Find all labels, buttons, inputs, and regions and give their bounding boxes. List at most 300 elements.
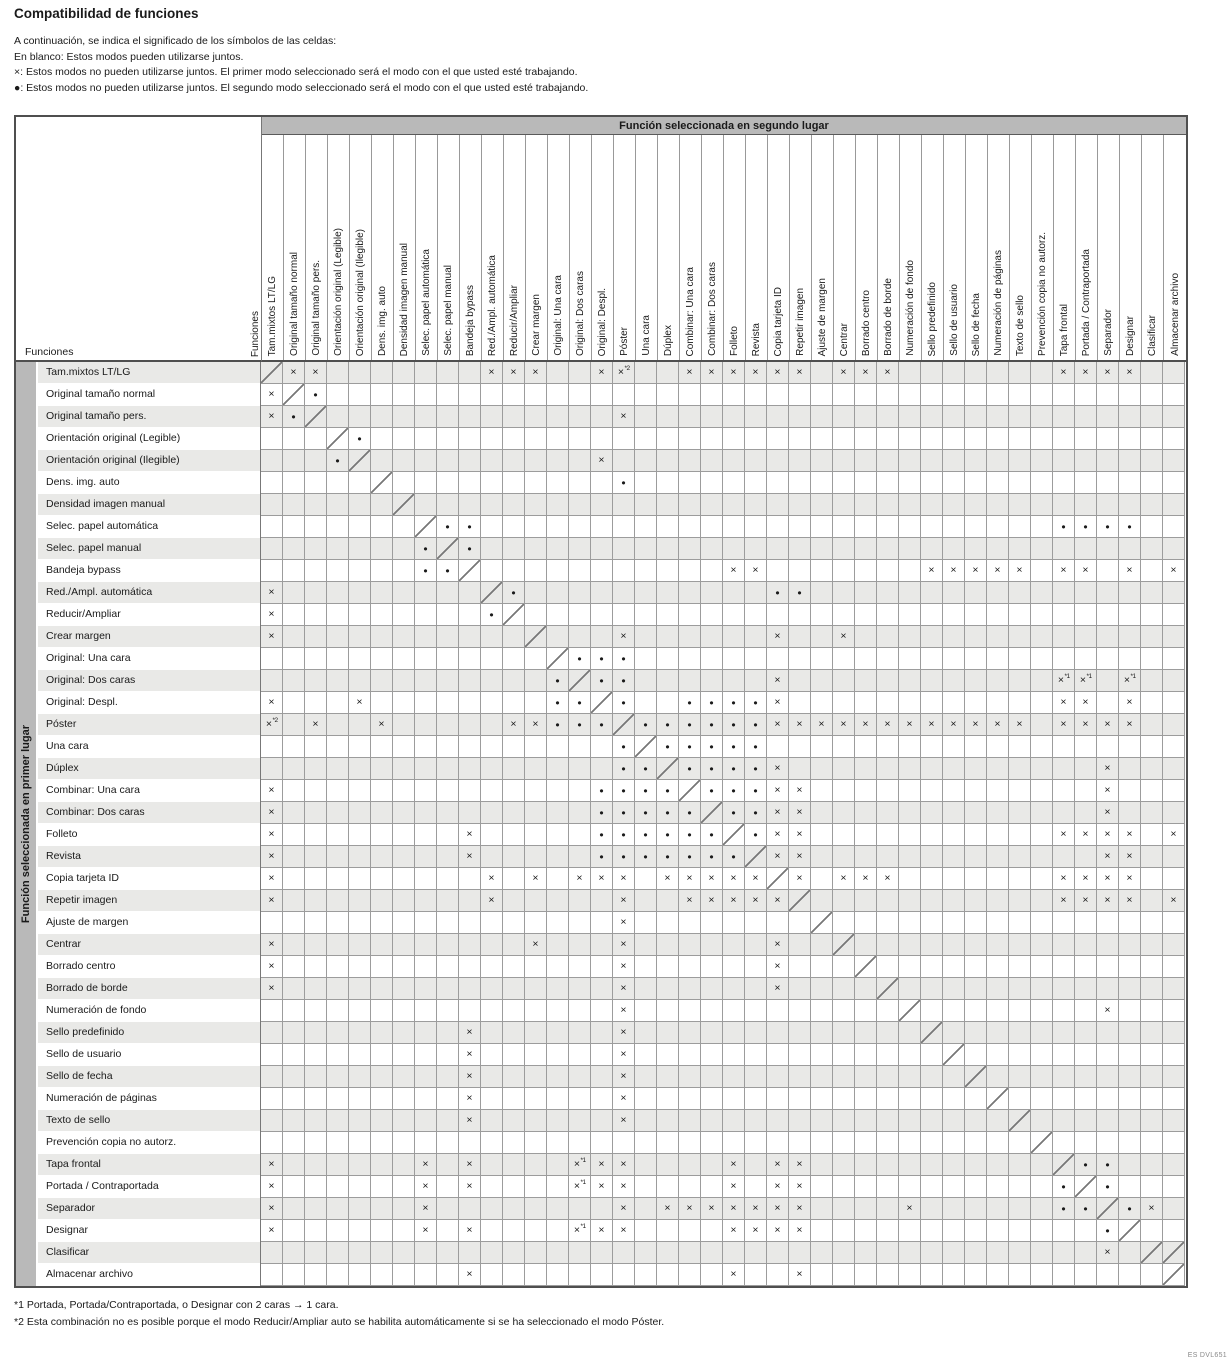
matrix-cell (459, 626, 481, 648)
matrix-cell (965, 846, 987, 868)
matrix-cell (327, 1198, 349, 1220)
matrix-cell (1031, 1220, 1053, 1242)
matrix-cell (305, 428, 327, 450)
matrix-cell (1031, 714, 1053, 736)
matrix-cell (679, 1242, 701, 1264)
matrix-cell (701, 626, 723, 648)
matrix-cell (613, 428, 635, 450)
matrix-cell (525, 1154, 547, 1176)
matrix-cell (437, 1242, 459, 1264)
matrix-cell (1075, 802, 1097, 824)
matrix-cell (899, 450, 921, 472)
matrix-cell (701, 978, 723, 1000)
matrix-cell (679, 670, 701, 692)
matrix-cell (459, 560, 481, 582)
matrix-cell (1141, 1132, 1163, 1154)
matrix-cell (503, 560, 525, 582)
matrix-cell (261, 1000, 283, 1022)
matrix-cell (745, 1242, 767, 1264)
matrix-cell (591, 384, 613, 406)
matrix-cell (327, 1066, 349, 1088)
matrix-cell (943, 406, 965, 428)
matrix-cell (635, 362, 657, 384)
matrix-cell: ● (635, 802, 657, 824)
matrix-cell (811, 406, 833, 428)
matrix-cell (1141, 648, 1163, 670)
matrix-cell (349, 670, 371, 692)
matrix-cell (371, 1176, 393, 1198)
matrix-cell (349, 978, 371, 1000)
matrix-cell: × (877, 714, 899, 736)
matrix-cell (855, 1264, 877, 1286)
table-header (16, 117, 1186, 362)
matrix-cell: ● (657, 714, 679, 736)
matrix-cell (679, 384, 701, 406)
matrix-cell (481, 1176, 503, 1198)
column-header-label: Clasificar (1147, 314, 1158, 356)
matrix-cell (723, 956, 745, 978)
matrix-cell (1031, 560, 1053, 582)
matrix-cell (987, 516, 1009, 538)
column-header-label: Revista (751, 322, 762, 356)
matrix-cell: ● (723, 714, 745, 736)
matrix-cell (635, 1000, 657, 1022)
matrix-cell (899, 1022, 921, 1044)
matrix-cell (1163, 978, 1185, 1000)
matrix-cell (987, 912, 1009, 934)
matrix-cell (349, 1198, 371, 1220)
matrix-cell: ● (547, 714, 569, 736)
matrix-cell: × (921, 714, 943, 736)
matrix-cell (437, 912, 459, 934)
matrix-cell (1009, 494, 1031, 516)
matrix-cell (745, 450, 767, 472)
matrix-cell (371, 1022, 393, 1044)
matrix-cell (811, 362, 833, 384)
second-function-band: Función seleccionada en segundo lugar (262, 117, 1186, 135)
matrix-cell: × (943, 560, 965, 582)
row-label: Crear margen (38, 626, 260, 648)
matrix-cell (1141, 1044, 1163, 1066)
matrix-cell (679, 1154, 701, 1176)
matrix-cell (745, 472, 767, 494)
matrix-cell: × (261, 890, 283, 912)
matrix-cell (921, 1176, 943, 1198)
matrix-cell (701, 1264, 723, 1286)
matrix-cell (811, 1154, 833, 1176)
matrix-cell (789, 890, 811, 912)
matrix-cell: × (723, 868, 745, 890)
matrix-cell (547, 1044, 569, 1066)
matrix-cell (1141, 604, 1163, 626)
matrix-cell (591, 978, 613, 1000)
matrix-cell (679, 1000, 701, 1022)
matrix-cell (525, 802, 547, 824)
matrix-cell: × (855, 362, 877, 384)
matrix-cell (371, 648, 393, 670)
matrix-cell (525, 1176, 547, 1198)
matrix-cell (899, 582, 921, 604)
matrix-cell (1119, 626, 1141, 648)
matrix-cell: × (261, 582, 283, 604)
matrix-cell (1009, 846, 1031, 868)
matrix-cell: × (459, 824, 481, 846)
matrix-cell (811, 1022, 833, 1044)
matrix-cell (1009, 692, 1031, 714)
matrix-cell: × (591, 1176, 613, 1198)
matrix-cell (701, 516, 723, 538)
matrix-cell (877, 1022, 899, 1044)
matrix-cell (305, 1022, 327, 1044)
matrix-cell (921, 1088, 943, 1110)
matrix-cell (547, 626, 569, 648)
matrix-cell (987, 1088, 1009, 1110)
matrix-cell (591, 736, 613, 758)
matrix-cell (987, 1066, 1009, 1088)
matrix-cell (855, 890, 877, 912)
matrix-cell (261, 450, 283, 472)
column-header (702, 135, 724, 360)
matrix-cell: × (855, 714, 877, 736)
matrix-cell: × (855, 868, 877, 890)
matrix-cell (965, 736, 987, 758)
matrix-cell (1097, 1044, 1119, 1066)
row-label: Original: Despl. (38, 692, 260, 714)
column-header (284, 135, 306, 360)
matrix-cell (305, 934, 327, 956)
matrix-cell (349, 1022, 371, 1044)
matrix-cell: × (613, 1066, 635, 1088)
row-label: Tapa frontal (38, 1154, 260, 1176)
matrix-cell (503, 626, 525, 648)
matrix-cell (591, 516, 613, 538)
matrix-cell: × (481, 890, 503, 912)
column-header (1054, 135, 1076, 360)
matrix-cell (437, 428, 459, 450)
matrix-cell: ● (701, 846, 723, 868)
matrix-cell (965, 1044, 987, 1066)
matrix-cell: ● (613, 824, 635, 846)
matrix-cell (877, 604, 899, 626)
matrix-cell: × (1097, 890, 1119, 912)
matrix-cell: × (481, 868, 503, 890)
matrix-cell (811, 670, 833, 692)
matrix-cell (899, 670, 921, 692)
matrix-cell (1097, 956, 1119, 978)
matrix-cell (921, 472, 943, 494)
matrix-cell (723, 670, 745, 692)
matrix-cell (657, 428, 679, 450)
matrix-cell (591, 1088, 613, 1110)
matrix-cell (525, 912, 547, 934)
matrix-cell (877, 538, 899, 560)
matrix-cell (1053, 582, 1075, 604)
matrix-cell (899, 428, 921, 450)
column-header (966, 135, 988, 360)
matrix-cell (921, 670, 943, 692)
matrix-cell (657, 384, 679, 406)
matrix-cell (745, 1264, 767, 1286)
matrix-cell (1097, 1022, 1119, 1044)
matrix-cell: × (1119, 824, 1141, 846)
matrix-cell (1075, 450, 1097, 472)
matrix-cell (1053, 648, 1075, 670)
matrix-cell (767, 1000, 789, 1022)
matrix-cell (481, 1088, 503, 1110)
matrix-cell (767, 1022, 789, 1044)
matrix-cell (327, 736, 349, 758)
matrix-cell (569, 362, 591, 384)
matrix-cell (833, 1198, 855, 1220)
matrix-cell: × (679, 362, 701, 384)
matrix-cell (437, 582, 459, 604)
matrix-cell (657, 1022, 679, 1044)
matrix-cell (1053, 1264, 1075, 1286)
matrix-cell: ● (569, 648, 591, 670)
matrix-cell (327, 824, 349, 846)
row-label: Tam.mixtos LT/LG (38, 362, 260, 384)
matrix-cell (965, 1264, 987, 1286)
matrix-cell (679, 450, 701, 472)
matrix-cell: × (1053, 890, 1075, 912)
matrix-cell (415, 758, 437, 780)
matrix-cell: × (701, 362, 723, 384)
matrix-cell (1075, 1088, 1097, 1110)
matrix-cell (657, 626, 679, 648)
matrix-cell (437, 604, 459, 626)
matrix-cell (283, 428, 305, 450)
matrix-cell (1075, 1242, 1097, 1264)
row-label: Bandeja bypass (38, 560, 260, 582)
matrix-cell (701, 406, 723, 428)
matrix-cell: ● (679, 758, 701, 780)
matrix-cell: × (1053, 824, 1075, 846)
matrix-cell (987, 1154, 1009, 1176)
doc-code: ES DVL651 (1187, 1352, 1227, 1359)
matrix-cell (877, 1220, 899, 1242)
matrix-cell: × (613, 1044, 635, 1066)
matrix-cell (877, 428, 899, 450)
matrix-cell (899, 516, 921, 538)
matrix-cell (1097, 1088, 1119, 1110)
matrix-cell (569, 1242, 591, 1264)
matrix-cell: ● (415, 538, 437, 560)
matrix-cell (679, 1044, 701, 1066)
matrix-cell: × (877, 868, 899, 890)
matrix-cell: × (745, 362, 767, 384)
matrix-cell (855, 604, 877, 626)
matrix-cell (943, 1110, 965, 1132)
column-header (878, 135, 900, 360)
matrix-cell (261, 494, 283, 516)
matrix-cell (679, 1022, 701, 1044)
matrix-cell: × (833, 868, 855, 890)
matrix-cell (349, 1242, 371, 1264)
matrix-cell (1031, 1198, 1053, 1220)
matrix-cell (701, 1110, 723, 1132)
matrix-cell (1031, 758, 1053, 780)
matrix-cell (899, 406, 921, 428)
matrix-cell (1119, 780, 1141, 802)
matrix-cell (921, 868, 943, 890)
matrix-cell (657, 582, 679, 604)
matrix-cell (855, 1198, 877, 1220)
matrix-cell (745, 1044, 767, 1066)
matrix-cell: ● (459, 538, 481, 560)
matrix-cell (833, 428, 855, 450)
matrix-cell (745, 1066, 767, 1088)
matrix-cell (679, 912, 701, 934)
matrix-cell (481, 1154, 503, 1176)
matrix-cell (921, 846, 943, 868)
matrix-cell (899, 1132, 921, 1154)
matrix-cell (921, 802, 943, 824)
matrix-cell (591, 1242, 613, 1264)
matrix-cell (635, 956, 657, 978)
matrix-cell (305, 1044, 327, 1066)
matrix-cell (1119, 472, 1141, 494)
matrix-cell (987, 472, 1009, 494)
matrix-cell: ● (745, 824, 767, 846)
matrix-cell (327, 626, 349, 648)
matrix-cell (1075, 428, 1097, 450)
matrix-cell (481, 802, 503, 824)
matrix-cell (569, 912, 591, 934)
matrix-cell (877, 956, 899, 978)
matrix-cell (877, 758, 899, 780)
matrix-cell (1141, 1176, 1163, 1198)
matrix-cell: × (415, 1176, 437, 1198)
matrix-cell (745, 1110, 767, 1132)
matrix-cell (723, 1110, 745, 1132)
matrix-cell (833, 1022, 855, 1044)
matrix-cell (833, 1110, 855, 1132)
matrix-cell (415, 494, 437, 516)
matrix-cell (327, 648, 349, 670)
corner-cell (16, 117, 262, 362)
matrix-cell: × (745, 560, 767, 582)
matrix-cell (679, 1088, 701, 1110)
matrix-cell (1163, 780, 1185, 802)
matrix-cell: ● (1053, 1198, 1075, 1220)
matrix-cell (1119, 428, 1141, 450)
matrix-cell (547, 516, 569, 538)
matrix-cell (1009, 890, 1031, 912)
matrix-cell: ● (569, 692, 591, 714)
matrix-cell (789, 604, 811, 626)
matrix-cell (393, 1176, 415, 1198)
matrix-cell: × (833, 626, 855, 648)
matrix-cell (547, 1220, 569, 1242)
matrix-cell (547, 1110, 569, 1132)
matrix-cell (1119, 1154, 1141, 1176)
matrix-cell (1119, 494, 1141, 516)
matrix-cell (327, 516, 349, 538)
matrix-cell: × (525, 362, 547, 384)
matrix-cell (481, 824, 503, 846)
row-labels (38, 362, 260, 1286)
row-label: Repetir imagen (38, 890, 260, 912)
matrix-cell (437, 934, 459, 956)
matrix-cell (987, 1264, 1009, 1286)
matrix-cell (1009, 802, 1031, 824)
first-function-sidebar (16, 362, 38, 1286)
matrix-cell (261, 1066, 283, 1088)
matrix-cell (987, 428, 1009, 450)
matrix-cell (679, 582, 701, 604)
matrix-cell (723, 1242, 745, 1264)
matrix-cell (327, 1022, 349, 1044)
matrix-cell (855, 1000, 877, 1022)
matrix-cell (415, 1264, 437, 1286)
matrix-cell (569, 670, 591, 692)
matrix-cell (459, 736, 481, 758)
matrix-cell: ● (305, 384, 327, 406)
matrix-cell (767, 450, 789, 472)
matrix-cell (745, 1154, 767, 1176)
matrix-cell (503, 604, 525, 626)
matrix-cell (371, 1198, 393, 1220)
matrix-cell (415, 912, 437, 934)
matrix-cell (921, 758, 943, 780)
matrix-cell (415, 714, 437, 736)
matrix-cell (899, 1154, 921, 1176)
matrix-cell (789, 934, 811, 956)
matrix-cell (327, 846, 349, 868)
matrix-cell (371, 604, 393, 626)
matrix-cell (261, 758, 283, 780)
matrix-cell (1031, 824, 1053, 846)
matrix-cell (855, 956, 877, 978)
matrix-cell (349, 890, 371, 912)
matrix-cell (305, 846, 327, 868)
matrix-cell (657, 1132, 679, 1154)
matrix-cell (1031, 692, 1053, 714)
matrix-cell (679, 626, 701, 648)
matrix-cell (371, 780, 393, 802)
matrix-cell (1097, 1198, 1119, 1220)
matrix-cell (503, 1132, 525, 1154)
matrix-cell (899, 802, 921, 824)
matrix-cell (789, 758, 811, 780)
matrix-cell: × (525, 934, 547, 956)
matrix-cell (679, 978, 701, 1000)
matrix-cell (679, 956, 701, 978)
matrix-cell (327, 538, 349, 560)
column-header-label: Portada / Contraportada (1081, 248, 1092, 356)
matrix-cell (415, 934, 437, 956)
column-header-label: Sello de usuario (949, 284, 960, 356)
matrix-cell (1141, 1066, 1163, 1088)
matrix-cell: ● (723, 846, 745, 868)
matrix-cell (1097, 912, 1119, 934)
matrix-cell (987, 758, 1009, 780)
matrix-cell: × (723, 890, 745, 912)
matrix-cell (1141, 758, 1163, 780)
matrix-cell (327, 1132, 349, 1154)
matrix-cell: × (459, 1220, 481, 1242)
matrix-cell (459, 472, 481, 494)
matrix-cell (415, 648, 437, 670)
matrix-cell (1053, 472, 1075, 494)
matrix-cell (1009, 1264, 1031, 1286)
matrix-cell: ● (481, 604, 503, 626)
column-header (834, 135, 856, 360)
matrix-cell (1119, 1044, 1141, 1066)
matrix-cell: × (1119, 890, 1141, 912)
matrix-cell (701, 494, 723, 516)
matrix-cell (635, 472, 657, 494)
